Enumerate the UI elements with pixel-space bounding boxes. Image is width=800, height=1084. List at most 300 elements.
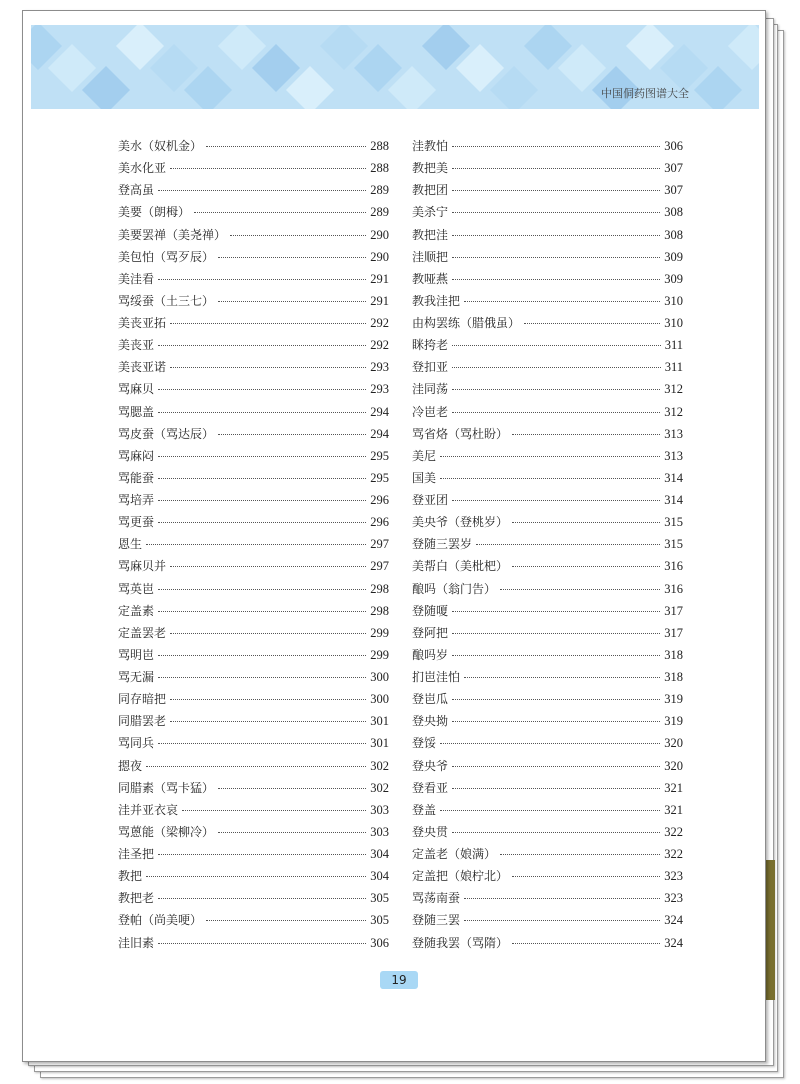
entry-page: 320 <box>664 736 683 751</box>
dot-leader <box>158 478 366 479</box>
entry-name: 美丧亚 <box>118 338 155 353</box>
entry-name: 教把团 <box>412 183 449 198</box>
index-entry <box>412 181 683 203</box>
entry-page: 312 <box>664 404 683 419</box>
entry-page: 315 <box>664 537 683 552</box>
entry-name: 骂明岜 <box>118 647 155 662</box>
dot-leader <box>146 876 366 877</box>
index-entry <box>118 181 389 203</box>
entry-page: 321 <box>664 780 683 795</box>
dot-leader <box>206 920 366 921</box>
entry-page: 318 <box>664 670 683 684</box>
index-entry <box>412 336 683 358</box>
entry-name: 登央拗 <box>412 714 449 729</box>
entry-name: 教把美 <box>412 161 449 176</box>
dot-leader <box>218 257 366 258</box>
dot-leader <box>452 235 660 236</box>
dot-leader <box>170 721 366 722</box>
dot-leader <box>170 367 366 368</box>
dot-leader <box>218 301 366 302</box>
entry-page: 288 <box>370 139 389 153</box>
entry-page: 323 <box>664 891 683 906</box>
dot-leader <box>452 633 660 634</box>
dot-leader <box>452 190 660 191</box>
dot-leader <box>158 279 366 280</box>
dot-leader <box>218 434 366 435</box>
entry-page: 306 <box>664 139 683 153</box>
dot-leader <box>158 389 366 390</box>
index-entry <box>412 159 683 181</box>
entry-name: 骂麻贝并 <box>118 559 167 574</box>
entry-name: 教把 <box>118 869 143 884</box>
dot-leader <box>512 943 660 944</box>
index-entry <box>412 734 683 756</box>
dot-leader <box>500 589 660 590</box>
entry-name: 洼同荡 <box>412 382 449 397</box>
entry-page: 295 <box>370 470 389 485</box>
entry-name: 骂英岜 <box>118 581 155 596</box>
entry-name: 登扣亚 <box>412 360 449 375</box>
dot-leader <box>158 943 366 944</box>
dot-leader <box>158 611 366 612</box>
dot-leader <box>452 257 660 258</box>
entry-name: 同存暗把 <box>118 692 167 707</box>
index-entry <box>118 270 389 292</box>
index-entry <box>118 712 389 734</box>
entry-name: 酿吗（翁门告） <box>412 581 497 596</box>
index-entry <box>412 690 683 712</box>
index-entry <box>412 911 683 933</box>
index-entry <box>118 137 389 159</box>
entry-name: 骂省烙（骂杜盼） <box>412 426 509 441</box>
index-entry <box>118 557 389 579</box>
entry-name: 登高虽 <box>118 183 155 198</box>
index-entry <box>118 845 389 867</box>
entry-page: 300 <box>370 692 389 707</box>
index-entry <box>412 889 683 911</box>
dot-leader <box>464 677 660 678</box>
entry-page: 314 <box>664 470 683 485</box>
entry-name: 教哑燕 <box>412 271 449 286</box>
entry-name: 骂麻贝 <box>118 382 155 397</box>
dot-leader <box>158 898 366 899</box>
page-number: 19 <box>380 971 418 989</box>
dot-leader <box>512 876 660 877</box>
entry-page: 316 <box>664 581 683 596</box>
entry-page: 298 <box>370 603 389 618</box>
entry-name: 由构罢练（腊俄虽） <box>412 316 521 330</box>
dot-leader <box>158 589 366 590</box>
entry-page: 299 <box>370 647 389 662</box>
index-entry <box>412 314 683 336</box>
dot-leader <box>512 522 660 523</box>
dot-leader <box>476 544 660 545</box>
dot-leader <box>194 212 366 213</box>
entry-page: 312 <box>664 382 683 397</box>
entry-page: 310 <box>664 316 683 330</box>
diamond-shape <box>728 25 759 70</box>
dot-leader <box>440 456 660 457</box>
entry-name: 骂培弄 <box>118 493 155 507</box>
entry-page: 319 <box>664 692 683 707</box>
index-entry <box>118 624 389 646</box>
entry-page: 291 <box>370 271 389 286</box>
entry-name: 骂皮蚕（骂达辰） <box>118 426 215 441</box>
entry-page: 324 <box>664 913 683 928</box>
index-entry <box>118 757 389 779</box>
index-entry <box>412 469 683 491</box>
index-entry <box>412 757 683 779</box>
entry-page: 299 <box>370 625 389 640</box>
entry-page: 300 <box>370 670 389 684</box>
entry-page: 319 <box>664 714 683 729</box>
entry-page: 291 <box>370 293 389 308</box>
entry-page: 290 <box>370 227 389 242</box>
entry-page: 303 <box>370 824 389 839</box>
entry-page: 289 <box>370 205 389 220</box>
dot-leader <box>146 544 366 545</box>
dot-leader <box>182 810 366 811</box>
index-entry <box>412 380 683 402</box>
dot-leader <box>452 721 660 722</box>
entry-name: 洼顺把 <box>412 249 449 264</box>
entry-name: 骂腮盖 <box>118 404 155 419</box>
entry-name: 恩生 <box>118 537 143 552</box>
index-entry <box>412 668 683 690</box>
dot-leader <box>170 699 366 700</box>
dot-leader <box>170 168 366 169</box>
entry-page: 321 <box>664 802 683 817</box>
entry-page: 301 <box>370 736 389 751</box>
entry-name: 骂同兵 <box>118 736 155 751</box>
entry-page: 307 <box>664 161 683 176</box>
dot-leader <box>452 611 660 612</box>
entry-page: 317 <box>664 625 683 640</box>
dot-leader <box>452 279 660 280</box>
dot-leader <box>512 434 660 435</box>
entry-page: 304 <box>370 869 389 884</box>
entry-page: 315 <box>664 515 683 530</box>
entry-name: 登盖 <box>412 802 437 817</box>
header-banner <box>31 25 759 109</box>
entry-name: 登馁 <box>412 736 437 751</box>
entry-name: 登帕（尚美哽） <box>118 913 203 928</box>
dot-leader <box>452 168 660 169</box>
entry-name: 美要（朗栂） <box>118 205 191 220</box>
index-entry <box>118 911 389 933</box>
index-entry <box>412 646 683 668</box>
dot-leader <box>206 146 366 147</box>
dot-leader <box>158 677 366 678</box>
index-entry <box>118 314 389 336</box>
entry-name: 美尼 <box>412 448 437 463</box>
entry-page: 304 <box>370 847 389 861</box>
entry-page: 316 <box>664 559 683 574</box>
dot-leader <box>218 832 366 833</box>
entry-name: 洼教怕 <box>412 139 449 153</box>
dot-leader <box>452 146 660 147</box>
index-entry <box>412 447 683 469</box>
entry-page: 289 <box>370 183 389 198</box>
index-entry <box>412 137 683 159</box>
index-entry <box>412 823 683 845</box>
entry-page: 308 <box>664 205 683 220</box>
entry-name: 骂无漏 <box>118 670 155 684</box>
entry-name: 登随嗄 <box>412 603 449 618</box>
index-entry <box>412 292 683 314</box>
entry-name: 美洼看 <box>118 271 155 286</box>
index-entry <box>412 513 683 535</box>
dot-leader <box>158 522 366 523</box>
dot-leader <box>158 345 366 346</box>
index-entry <box>118 226 389 248</box>
dot-leader <box>464 898 660 899</box>
entry-name: 定盖素 <box>118 603 155 618</box>
entry-page: 301 <box>370 714 389 729</box>
entry-page: 297 <box>370 559 389 574</box>
dot-leader <box>440 478 660 479</box>
index-entry <box>118 580 389 602</box>
entry-name: 美水（奴机金） <box>118 139 203 153</box>
entry-page: 288 <box>370 161 389 176</box>
dot-leader <box>146 766 366 767</box>
entry-page: 318 <box>664 647 683 662</box>
index-entry <box>118 602 389 624</box>
index-entry <box>118 292 389 314</box>
dot-leader <box>158 500 366 501</box>
entry-page: 294 <box>370 404 389 419</box>
entry-name: 骂蒽能（梁柳冷） <box>118 824 215 839</box>
index-entry <box>118 491 389 513</box>
entry-name: 骂能蚕 <box>118 470 155 485</box>
dot-leader <box>230 235 366 236</box>
entry-name: 美包怕（骂歹辰） <box>118 249 215 264</box>
index-entry <box>118 668 389 690</box>
entry-name: 洼旧素 <box>118 935 155 950</box>
entry-name: 登看亚 <box>412 780 449 795</box>
index-entry <box>412 712 683 734</box>
index-entry <box>118 690 389 712</box>
index-entry <box>412 491 683 513</box>
index-entry <box>412 226 683 248</box>
entry-page: 324 <box>664 935 683 950</box>
entry-page: 309 <box>664 271 683 286</box>
dot-leader <box>158 456 366 457</box>
entry-page: 322 <box>664 847 683 861</box>
dot-leader <box>158 743 366 744</box>
entry-name: 登亚团 <box>412 493 449 507</box>
dot-leader <box>464 920 660 921</box>
dot-leader <box>452 655 660 656</box>
index-entry <box>412 845 683 867</box>
entry-page: 296 <box>370 515 389 530</box>
dot-leader <box>452 412 660 413</box>
dot-leader <box>218 788 366 789</box>
dot-leader <box>170 633 366 634</box>
index-entry <box>118 248 389 270</box>
dot-leader <box>452 699 660 700</box>
entry-name: 登随三罢 <box>412 913 461 928</box>
index-entry <box>412 270 683 292</box>
index-entry <box>118 535 389 557</box>
book-title: 中国侗药图谱大全 <box>601 87 689 100</box>
entry-name: 美帮白（美枇杷） <box>412 559 509 574</box>
entry-page: 297 <box>370 537 389 552</box>
entry-page: 293 <box>370 360 389 375</box>
dot-leader <box>452 212 660 213</box>
entry-page: 313 <box>664 448 683 463</box>
index-entry <box>412 602 683 624</box>
entry-page: 295 <box>370 448 389 463</box>
entry-name: 教我洼把 <box>412 293 461 308</box>
index-entry <box>118 203 389 225</box>
dot-leader <box>158 655 366 656</box>
entry-page: 314 <box>664 493 683 507</box>
index-column-right <box>412 137 683 956</box>
index-column-left <box>118 137 389 956</box>
index-entry <box>412 557 683 579</box>
entry-page: 303 <box>370 802 389 817</box>
entry-page: 292 <box>370 338 389 353</box>
index-entry <box>118 867 389 889</box>
entry-name: 定盖罢老 <box>118 625 167 640</box>
dot-leader <box>170 566 366 567</box>
index-entry <box>118 358 389 380</box>
entry-name: 同腊罢老 <box>118 714 167 729</box>
entry-page: 305 <box>370 913 389 928</box>
entry-page: 302 <box>370 758 389 773</box>
entry-page: 293 <box>370 382 389 397</box>
entry-name: 登岜瓜 <box>412 692 449 707</box>
entry-page: 311 <box>664 360 683 375</box>
entry-name: 定盖老（娘满） <box>412 847 497 861</box>
index-entry <box>412 779 683 801</box>
index-entry <box>118 425 389 447</box>
dot-leader <box>524 323 660 324</box>
entry-name: 教把老 <box>118 891 155 906</box>
dot-leader <box>452 788 660 789</box>
entry-name: 登随我罢（骂隋） <box>412 935 509 950</box>
index-entry <box>118 336 389 358</box>
entry-name: 酿吗岁 <box>412 647 449 662</box>
index-entry <box>412 403 683 425</box>
entry-name: 国美 <box>412 470 437 485</box>
entry-name: 骂绥蚕（土三七） <box>118 293 215 308</box>
index-entry <box>118 889 389 911</box>
entry-page: 306 <box>370 935 389 950</box>
entry-page: 292 <box>370 316 389 330</box>
index-entry <box>118 159 389 181</box>
index-entry <box>412 358 683 380</box>
dot-leader <box>158 412 366 413</box>
entry-name: 教把洼 <box>412 227 449 242</box>
entry-page: 313 <box>664 426 683 441</box>
entry-page: 322 <box>664 824 683 839</box>
dot-leader <box>452 389 660 390</box>
dot-leader <box>452 345 661 346</box>
dot-leader <box>158 190 366 191</box>
index-entry <box>118 801 389 823</box>
entry-page: 308 <box>664 227 683 242</box>
index-entry <box>118 823 389 845</box>
index-entry <box>412 934 683 956</box>
entry-name: 骂更蚕 <box>118 515 155 530</box>
dot-leader <box>440 810 660 811</box>
entry-page: 317 <box>664 603 683 618</box>
entry-page: 323 <box>664 869 683 884</box>
index-entry <box>118 779 389 801</box>
entry-page: 307 <box>664 183 683 198</box>
entry-page: 310 <box>664 293 683 308</box>
index-entry <box>118 513 389 535</box>
index-entry <box>118 646 389 668</box>
dot-leader <box>158 854 366 855</box>
dot-leader <box>452 832 660 833</box>
entry-page: 298 <box>370 581 389 596</box>
index-entry <box>118 469 389 491</box>
entry-name: 骂荡南蚕 <box>412 891 461 906</box>
entry-page: 296 <box>370 493 389 507</box>
dot-leader <box>452 766 660 767</box>
entry-name: 美水化亚 <box>118 161 167 176</box>
entry-name: 同腊素（骂卡猛） <box>118 780 215 795</box>
index-entry <box>412 248 683 270</box>
entry-page: 290 <box>370 249 389 264</box>
entry-name: 美央爷（登桃岁） <box>412 515 509 530</box>
entry-page: 320 <box>664 758 683 773</box>
book-page <box>22 10 766 1062</box>
index-entry <box>412 867 683 889</box>
entry-name: 美杀宁 <box>412 205 449 220</box>
index-entry <box>118 380 389 402</box>
index-entry <box>412 203 683 225</box>
entry-page: 305 <box>370 891 389 906</box>
entry-page: 311 <box>664 338 683 353</box>
entry-name: 美要罢禅（美尧禅） <box>118 227 227 242</box>
entry-name: 登央贯 <box>412 824 449 839</box>
index-entry <box>118 934 389 956</box>
index-entry <box>412 580 683 602</box>
dot-leader <box>464 301 660 302</box>
dot-leader <box>452 367 661 368</box>
entry-name: 洼并亚衣哀 <box>118 802 179 817</box>
entry-name: 冷岜老 <box>412 404 449 419</box>
entry-name: 美丧亚诺 <box>118 360 167 375</box>
entry-name: 摁夜 <box>118 758 143 773</box>
entry-name: 登阿把 <box>412 625 449 640</box>
entry-name: 登随三罢岁 <box>412 537 473 552</box>
entry-name: 登央爷 <box>412 758 449 773</box>
entry-page: 302 <box>370 780 389 795</box>
dot-leader <box>452 500 660 501</box>
index-entry <box>118 447 389 469</box>
entry-name: 眯挎老 <box>412 338 449 353</box>
index-entry <box>412 425 683 447</box>
dot-leader <box>512 566 660 567</box>
index-entry <box>412 624 683 646</box>
index-entry <box>412 801 683 823</box>
dot-leader <box>440 743 660 744</box>
entry-name: 扪岜洼怕 <box>412 670 461 684</box>
dot-leader <box>170 323 366 324</box>
index-entry <box>412 535 683 557</box>
entry-name: 洼圣把 <box>118 847 155 861</box>
entry-page: 294 <box>370 426 389 441</box>
index-entry <box>118 734 389 756</box>
page-edge-strip <box>765 860 775 1000</box>
entry-page: 309 <box>664 249 683 264</box>
index-entry <box>118 403 389 425</box>
